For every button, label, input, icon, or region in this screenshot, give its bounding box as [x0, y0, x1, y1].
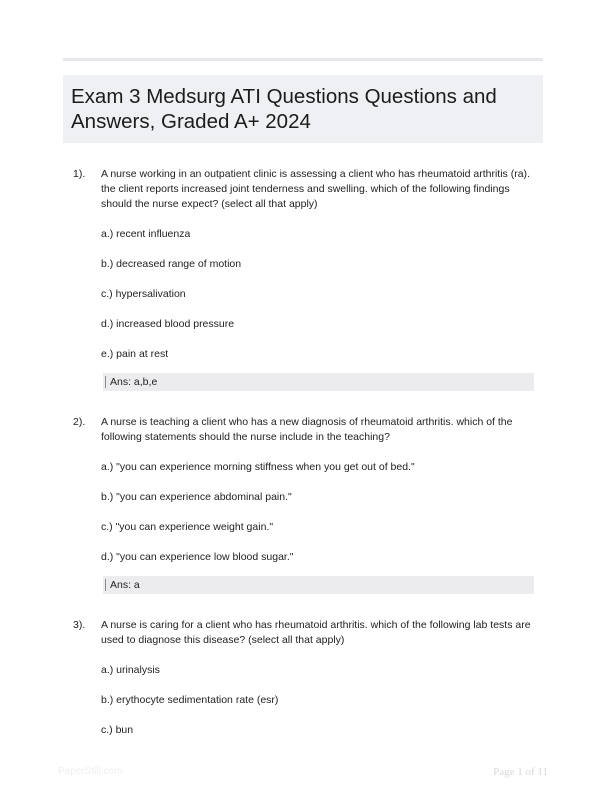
question-text: A nurse is caring for a client who has rheumatoid arthritis. which of the following lab tests are used to diagnose this disease? (select all that apply): [101, 619, 531, 646]
option-c: c.) hypersalivation: [101, 288, 186, 300]
question-number: 3).: [73, 619, 86, 631]
answer-text: Ans: a: [110, 579, 140, 591]
option-b: b.) decreased range of motion: [101, 258, 242, 270]
option-a: a.) "you can experience morning stiffness when you get out of bed.": [101, 461, 415, 473]
answer-text: Ans: a,b,e: [110, 376, 158, 388]
option-c: c.) bun: [101, 724, 134, 736]
answer-marker: [105, 376, 106, 388]
option-a: a.) recent influenza: [101, 228, 191, 240]
option-e: e.) pain at rest: [101, 348, 169, 360]
footer-watermark: PaperStill.com: [58, 766, 123, 777]
question-text: A nurse is teaching a client who has a new diagnosis of rheumatoid arthritis. which of the following statements should the nurse include in the teaching?: [101, 416, 513, 443]
answer-box: [103, 373, 534, 391]
answer-box: [103, 576, 534, 594]
option-b: b.) erythocyte sedimentation rate (esr): [101, 694, 279, 706]
option-b: b.) "you can experience abdominal pain.": [101, 491, 292, 503]
option-d: d.) "you can experience low blood sugar.": [101, 551, 294, 563]
document-title: Exam 3 Medsurg ATI Questions Questions and Answers, Graded A+ 2024: [71, 85, 497, 133]
option-a: a.) urinalysis: [101, 664, 160, 676]
question-text: A nurse working in an outpatient clinic is assessing a client who has rheumatoid arthritis (ra). the client reports increased joint tenderness and swelling. which of the following findings should the nurse expect? (select all that apply): [101, 168, 530, 210]
answer-marker: [105, 579, 106, 591]
page-number: Page 1 of 11: [493, 766, 548, 778]
question-number: 2).: [73, 416, 86, 428]
option-c: c.) "you can experience weight gain.": [101, 521, 274, 533]
option-d: d.) increased blood pressure: [101, 318, 235, 330]
top-divider: [63, 58, 543, 61]
question-number: 1).: [73, 168, 86, 180]
title-banner: [63, 75, 543, 143]
